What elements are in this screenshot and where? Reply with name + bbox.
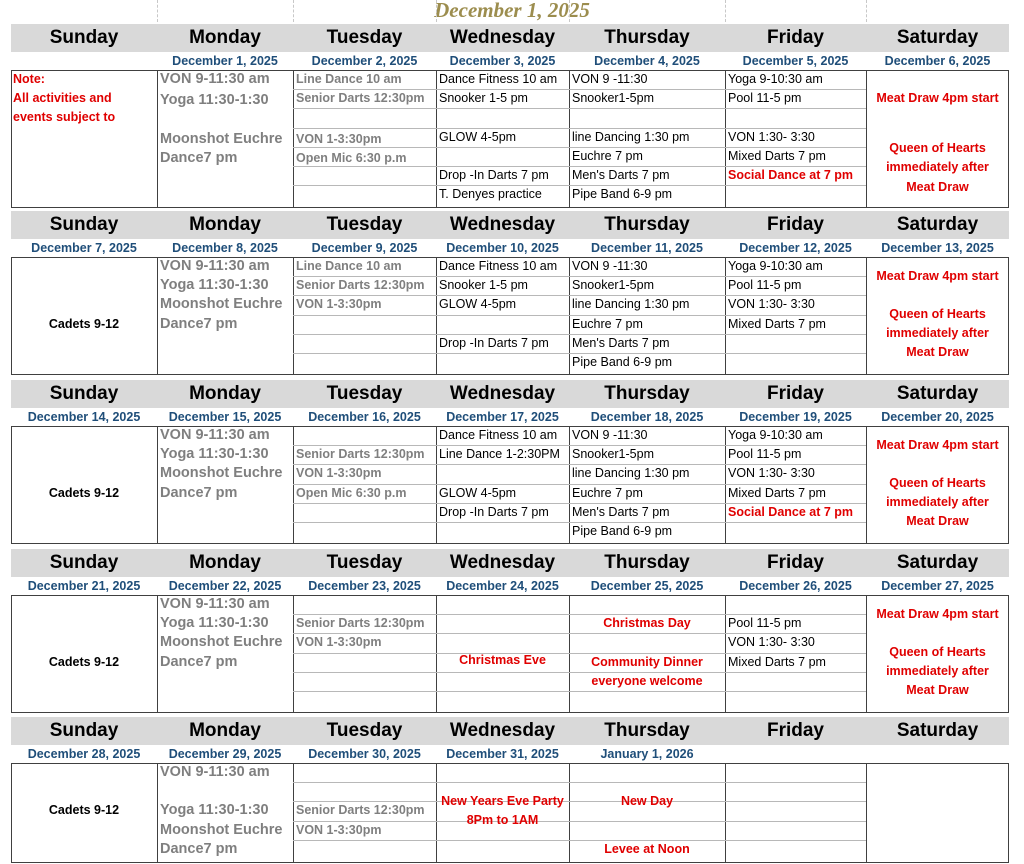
row-divider: [436, 672, 569, 673]
event-friday: Social Dance at 7 pm: [728, 504, 854, 519]
date-tuesday: December 2, 2025: [311, 54, 418, 68]
event-thursday: Euchre 7 pm: [572, 148, 643, 163]
date-thursday: December 4, 2025: [594, 54, 700, 68]
event-monday: Dance7 pm: [160, 149, 238, 166]
event-saturday: Meat Draw: [906, 345, 969, 360]
row-divider: [293, 840, 436, 841]
column-divider: [293, 257, 294, 375]
event-monday: VON 9-11:30 am: [160, 71, 270, 87]
event-wednesday: 8Pm to 1AM: [466, 813, 539, 827]
event-saturday: Meat Draw 4pm start: [876, 606, 999, 621]
event-monday: VON 9-11:30 am: [160, 258, 270, 274]
day-header-sunday: Sunday: [49, 214, 119, 235]
event-thursday: Men's Darts 7 pm: [572, 168, 670, 182]
date-sunday: [11, 52, 157, 70]
day-header-tuesday: Tuesday: [326, 720, 403, 741]
event-thursday: line Dancing 1:30 pm: [572, 466, 690, 481]
gridline: [157, 0, 158, 22]
date-thursday: December 11, 2025: [591, 241, 703, 255]
week-5: [11, 717, 1009, 863]
column-divider: [725, 595, 726, 713]
column-divider: [725, 257, 726, 375]
row-divider: [436, 614, 569, 615]
date-wednesday: December 3, 2025: [449, 54, 556, 68]
event-monday: Moonshot Euchre: [160, 634, 283, 651]
event-monday: Moonshot Euchre: [160, 130, 283, 147]
date-saturday: [866, 745, 1009, 763]
event-tuesday: VON 1-3:30pm: [296, 297, 382, 312]
date-saturday: December 13, 2025: [881, 241, 994, 255]
date-thursday: January 1, 2026: [600, 747, 694, 761]
week-1: [11, 24, 1009, 208]
date-friday: [725, 745, 866, 763]
gridline: [436, 0, 437, 22]
event-monday: Yoga 11:30-1:30: [160, 802, 269, 819]
day-header-monday: Monday: [189, 383, 261, 404]
event-thursday: Pipe Band 6-9 pm: [572, 355, 673, 369]
event-friday: VON 1:30- 3:30: [728, 297, 815, 312]
date-thursday: December 18, 2025: [590, 410, 704, 424]
event-monday: Dance7 pm: [160, 484, 238, 501]
row-divider: [293, 522, 436, 523]
column-divider: [157, 257, 158, 375]
event-saturday: immediately after: [886, 326, 989, 341]
event-thursday: Pipe Band 6-9 pm: [572, 187, 673, 202]
date-saturday: December 20, 2025: [881, 410, 994, 424]
date-wednesday: December 17, 2025: [446, 410, 559, 424]
event-tuesday: Line Dance 10 am: [296, 72, 402, 86]
row-divider: [436, 840, 569, 841]
day-header-tuesday: Tuesday: [326, 383, 403, 404]
event-tuesday: VON 1-3:30pm: [296, 131, 382, 146]
event-monday: Yoga 11:30-1:30: [160, 446, 269, 463]
event-thursday: line Dancing 1:30 pm: [572, 297, 690, 312]
event-friday: Yoga 9-10:30 am: [728, 72, 823, 86]
gridline: [725, 0, 726, 22]
event-thursday: VON 9 -11:30: [572, 72, 648, 86]
date-friday: December 12, 2025: [739, 241, 852, 255]
event-friday: Yoga 9-10:30 am: [728, 259, 823, 273]
gridline: [569, 0, 570, 22]
event-friday: Mixed Darts 7 pm: [728, 654, 826, 669]
event-monday: VON 9-11:30 am: [160, 427, 270, 443]
event-saturday: Queen of Hearts: [889, 307, 986, 321]
event-friday: Pool 11-5 pm: [728, 616, 802, 631]
event-wednesday: Drop -In Darts 7 pm: [439, 504, 549, 519]
row-divider: [569, 691, 725, 692]
event-tuesday: Senior Darts 12:30pm: [296, 278, 425, 293]
event-saturday: immediately after: [886, 160, 989, 175]
column-divider: [725, 763, 726, 863]
column-divider: [436, 257, 437, 375]
event-thursday: Pipe Band 6-9 pm: [572, 524, 673, 538]
column-divider: [436, 70, 437, 208]
event-wednesday: Christmas Eve: [459, 652, 546, 667]
column-divider: [725, 70, 726, 208]
date-tuesday: December 30, 2025: [308, 747, 421, 761]
event-thursday: Snooker1-5pm: [572, 91, 654, 106]
event-thursday: line Dancing 1:30 pm: [572, 129, 690, 144]
event-friday: Yoga 9-10:30 am: [728, 428, 823, 442]
column-divider: [569, 426, 570, 544]
column-divider: [293, 426, 294, 544]
row-divider: [436, 108, 569, 109]
date-friday: December 19, 2025: [739, 410, 852, 424]
event-monday: Moonshot Euchre: [160, 465, 283, 482]
row-divider: [725, 672, 866, 673]
event-tuesday: Open Mic 6:30 p.m: [296, 150, 407, 165]
row-divider: [293, 503, 436, 504]
gridline: [293, 0, 294, 22]
event-saturday: Meat Draw: [906, 179, 969, 194]
event-thursday: Levee at Noon: [604, 841, 690, 856]
event-wednesday: GLOW 4-5pm: [439, 129, 517, 144]
event-monday: Yoga 11:30-1:30: [160, 277, 269, 294]
row-divider: [725, 353, 866, 354]
day-header-saturday: Saturday: [896, 720, 979, 741]
day-header-thursday: Thursday: [604, 552, 690, 573]
row-divider: [725, 821, 866, 822]
day-header-sunday: Sunday: [49, 27, 119, 48]
row-divider: [436, 147, 569, 148]
column-divider: [293, 70, 294, 208]
date-monday: December 22, 2025: [168, 579, 282, 593]
event-monday: Dance7 pm: [160, 653, 238, 670]
date-row: [11, 239, 1009, 257]
day-header-thursday: Thursday: [604, 27, 690, 48]
date-row: [11, 408, 1009, 426]
row-divider: [436, 782, 569, 783]
event-thursday: Euchre 7 pm: [572, 485, 643, 500]
column-divider: [157, 763, 158, 863]
event-saturday: Meat Draw: [906, 514, 969, 529]
event-tuesday: Open Mic 6:30 p.m: [296, 485, 407, 500]
event-sunday: Cadets 9-12: [48, 803, 120, 818]
day-header-saturday: Saturday: [896, 383, 979, 404]
day-header-tuesday: Tuesday: [326, 552, 403, 573]
event-wednesday: T. Denyes practice: [439, 187, 542, 202]
event-thursday: Community Dinner: [591, 654, 703, 669]
date-saturday: December 27, 2025: [881, 579, 994, 593]
column-divider: [569, 257, 570, 375]
event-thursday: Christmas Day: [603, 616, 691, 631]
date-monday: December 29, 2025: [168, 747, 282, 761]
date-monday: December 15, 2025: [168, 410, 282, 424]
row-divider: [436, 464, 569, 465]
date-friday: December 5, 2025: [742, 54, 849, 68]
day-header-wednesday: Wednesday: [449, 383, 556, 404]
date-row: [11, 577, 1009, 595]
day-header-friday: Friday: [766, 720, 825, 741]
row-divider: [293, 691, 436, 692]
date-wednesday: December 24, 2025: [446, 579, 559, 593]
day-header-tuesday: Tuesday: [326, 214, 403, 235]
event-thursday: Men's Darts 7 pm: [572, 335, 670, 350]
event-friday: Social Dance at 7 pm: [728, 168, 854, 182]
day-header-thursday: Thursday: [604, 214, 690, 235]
row-divider: [569, 821, 725, 822]
day-header-sunday: Sunday: [49, 720, 119, 741]
event-saturday: Meat Draw: [906, 683, 969, 698]
event-thursday: Snooker1-5pm: [572, 278, 654, 293]
date-sunday: December 7, 2025: [31, 241, 137, 255]
column-divider: [866, 763, 867, 863]
event-saturday: immediately after: [886, 664, 989, 679]
event-wednesday: GLOW 4-5pm: [439, 297, 517, 312]
date-tuesday: December 23, 2025: [308, 579, 421, 593]
row-divider: [293, 128, 436, 129]
row-divider: [725, 522, 866, 523]
day-header-tuesday: Tuesday: [326, 27, 403, 48]
day-header-wednesday: Wednesday: [449, 214, 556, 235]
note-line: events subject to: [13, 110, 116, 125]
event-wednesday: Dance Fitness 10 am: [439, 72, 558, 86]
row-divider: [436, 522, 569, 523]
date-row: [11, 52, 1009, 70]
row-divider: [436, 633, 569, 634]
row-divider: [569, 633, 725, 634]
date-monday: December 1, 2025: [172, 54, 278, 68]
day-header-friday: Friday: [766, 383, 825, 404]
event-sunday: Cadets 9-12: [48, 485, 120, 500]
event-wednesday: Drop -In Darts 7 pm: [439, 168, 549, 182]
event-tuesday: Senior Darts 12:30pm: [296, 803, 425, 818]
row-divider: [293, 185, 436, 186]
column-divider: [569, 70, 570, 208]
event-wednesday: GLOW 4-5pm: [439, 485, 517, 500]
event-wednesday: Snooker 1-5 pm: [439, 91, 528, 106]
day-header-friday: Friday: [766, 552, 825, 573]
event-monday: Yoga 11:30-1:30: [160, 615, 269, 632]
day-header-wednesday: Wednesday: [449, 27, 556, 48]
event-tuesday: Senior Darts 12:30pm: [296, 91, 425, 106]
event-monday: VON 9-11:30 am: [160, 764, 270, 780]
date-wednesday: December 10, 2025: [446, 241, 559, 255]
event-monday: Dance7 pm: [160, 315, 238, 332]
event-monday: Dance7 pm: [160, 840, 238, 857]
row-divider: [436, 315, 569, 316]
day-header-sunday: Sunday: [49, 383, 119, 404]
event-wednesday: Dance Fitness 10 am: [439, 259, 558, 273]
row-divider: [293, 672, 436, 673]
row-divider: [569, 782, 725, 783]
event-thursday: VON 9 -11:30: [572, 259, 648, 273]
event-saturday: immediately after: [886, 495, 989, 510]
page-title: December 1, 2025: [434, 0, 590, 22]
day-header-thursday: Thursday: [604, 383, 690, 404]
column-divider: [157, 70, 158, 208]
event-friday: Pool 11-5 pm: [728, 278, 802, 293]
row-divider: [293, 334, 436, 335]
event-saturday: Queen of Hearts: [889, 645, 986, 659]
note-heading: Note:: [13, 72, 45, 86]
event-friday: Mixed Darts 7 pm: [728, 148, 826, 163]
event-friday: VON 1:30- 3:30: [728, 635, 815, 650]
week-3: [11, 380, 1009, 544]
date-saturday: December 6, 2025: [884, 54, 991, 68]
day-header-wednesday: Wednesday: [449, 720, 556, 741]
event-sunday: Cadets 9-12: [48, 316, 120, 331]
event-wednesday: New Years Eve Party: [441, 793, 564, 808]
row-divider: [293, 108, 436, 109]
event-tuesday: Line Dance 10 am: [296, 259, 402, 273]
event-wednesday: Drop -In Darts 7 pm: [439, 335, 549, 350]
event-friday: VON 1:30- 3:30: [728, 466, 815, 481]
event-saturday: Queen of Hearts: [889, 141, 986, 156]
event-monday: Moonshot Euchre: [160, 821, 283, 838]
day-header-monday: Monday: [189, 214, 261, 235]
event-thursday: New Day: [620, 793, 674, 808]
day-header-monday: Monday: [189, 720, 261, 741]
event-thursday: Snooker1-5pm: [572, 447, 654, 462]
day-header-monday: Monday: [189, 27, 261, 48]
event-tuesday: VON 1-3:30pm: [296, 466, 382, 481]
row-divider: [725, 185, 866, 186]
date-sunday: December 21, 2025: [27, 579, 141, 593]
gridline: [866, 0, 867, 22]
event-wednesday: Line Dance 1-2:30PM: [439, 447, 560, 462]
column-divider: [725, 426, 726, 544]
row-divider: [725, 108, 866, 109]
date-tuesday: December 16, 2025: [308, 410, 421, 424]
event-saturday: Meat Draw 4pm start: [876, 437, 999, 452]
date-wednesday: December 31, 2025: [446, 747, 559, 761]
event-sunday: Cadets 9-12: [48, 654, 120, 669]
event-wednesday: Dance Fitness 10 am: [439, 428, 558, 442]
day-header-friday: Friday: [766, 214, 825, 235]
row-divider: [293, 653, 436, 654]
column-divider: [157, 595, 158, 713]
event-thursday: everyone welcome: [591, 673, 703, 688]
date-tuesday: December 9, 2025: [311, 241, 418, 255]
day-header-wednesday: Wednesday: [449, 552, 556, 573]
week-2: [11, 211, 1009, 375]
date-friday: December 26, 2025: [739, 579, 852, 593]
date-sunday: December 28, 2025: [27, 747, 141, 761]
row-divider: [293, 353, 436, 354]
row-divider: [725, 782, 866, 783]
event-monday: Moonshot Euchre: [160, 296, 283, 313]
event-friday: Pool 11-5 pm: [728, 447, 802, 462]
date-row: [11, 745, 1009, 763]
event-wednesday: Snooker 1-5 pm: [439, 278, 528, 293]
row-divider: [725, 334, 866, 335]
event-tuesday: Senior Darts 12:30pm: [296, 616, 425, 631]
event-monday: Yoga 11:30-1:30: [160, 92, 269, 109]
column-divider: [157, 426, 158, 544]
event-saturday: Meat Draw 4pm start: [876, 91, 999, 106]
row-divider: [725, 691, 866, 692]
event-saturday: Queen of Hearts: [889, 476, 986, 490]
event-tuesday: VON 1-3:30pm: [296, 822, 382, 837]
row-divider: [436, 353, 569, 354]
column-divider: [293, 595, 294, 713]
week-4: [11, 549, 1009, 713]
event-friday: VON 1:30- 3:30: [728, 129, 815, 144]
event-thursday: Euchre 7 pm: [572, 316, 643, 331]
event-monday: VON 9-11:30 am: [160, 596, 270, 612]
row-divider: [293, 782, 436, 783]
event-friday: Pool 11-5 pm: [728, 91, 802, 106]
date-monday: December 8, 2025: [172, 241, 278, 255]
event-tuesday: VON 1-3:30pm: [296, 635, 382, 650]
day-header-saturday: Saturday: [896, 552, 979, 573]
row-divider: [569, 108, 725, 109]
day-header-saturday: Saturday: [896, 214, 979, 235]
row-divider: [436, 691, 569, 692]
note-line: All activities and: [13, 91, 112, 106]
date-thursday: December 25, 2025: [590, 579, 704, 593]
event-thursday: VON 9 -11:30: [572, 428, 648, 442]
event-tuesday: Senior Darts 12:30pm: [296, 447, 425, 462]
row-divider: [725, 840, 866, 841]
event-saturday: Meat Draw 4pm start: [876, 268, 999, 283]
column-divider: [436, 426, 437, 544]
row-divider: [293, 315, 436, 316]
column-divider: [293, 763, 294, 863]
event-friday: Mixed Darts 7 pm: [728, 316, 826, 331]
event-friday: Mixed Darts 7 pm: [728, 485, 826, 500]
day-header-sunday: Sunday: [49, 552, 119, 573]
day-header-friday: Friday: [766, 27, 825, 48]
day-header-saturday: Saturday: [896, 27, 979, 48]
day-header-monday: Monday: [189, 552, 261, 573]
row-divider: [725, 801, 866, 802]
day-header-thursday: Thursday: [604, 720, 690, 741]
date-sunday: December 14, 2025: [27, 410, 141, 424]
event-thursday: Men's Darts 7 pm: [572, 504, 670, 519]
